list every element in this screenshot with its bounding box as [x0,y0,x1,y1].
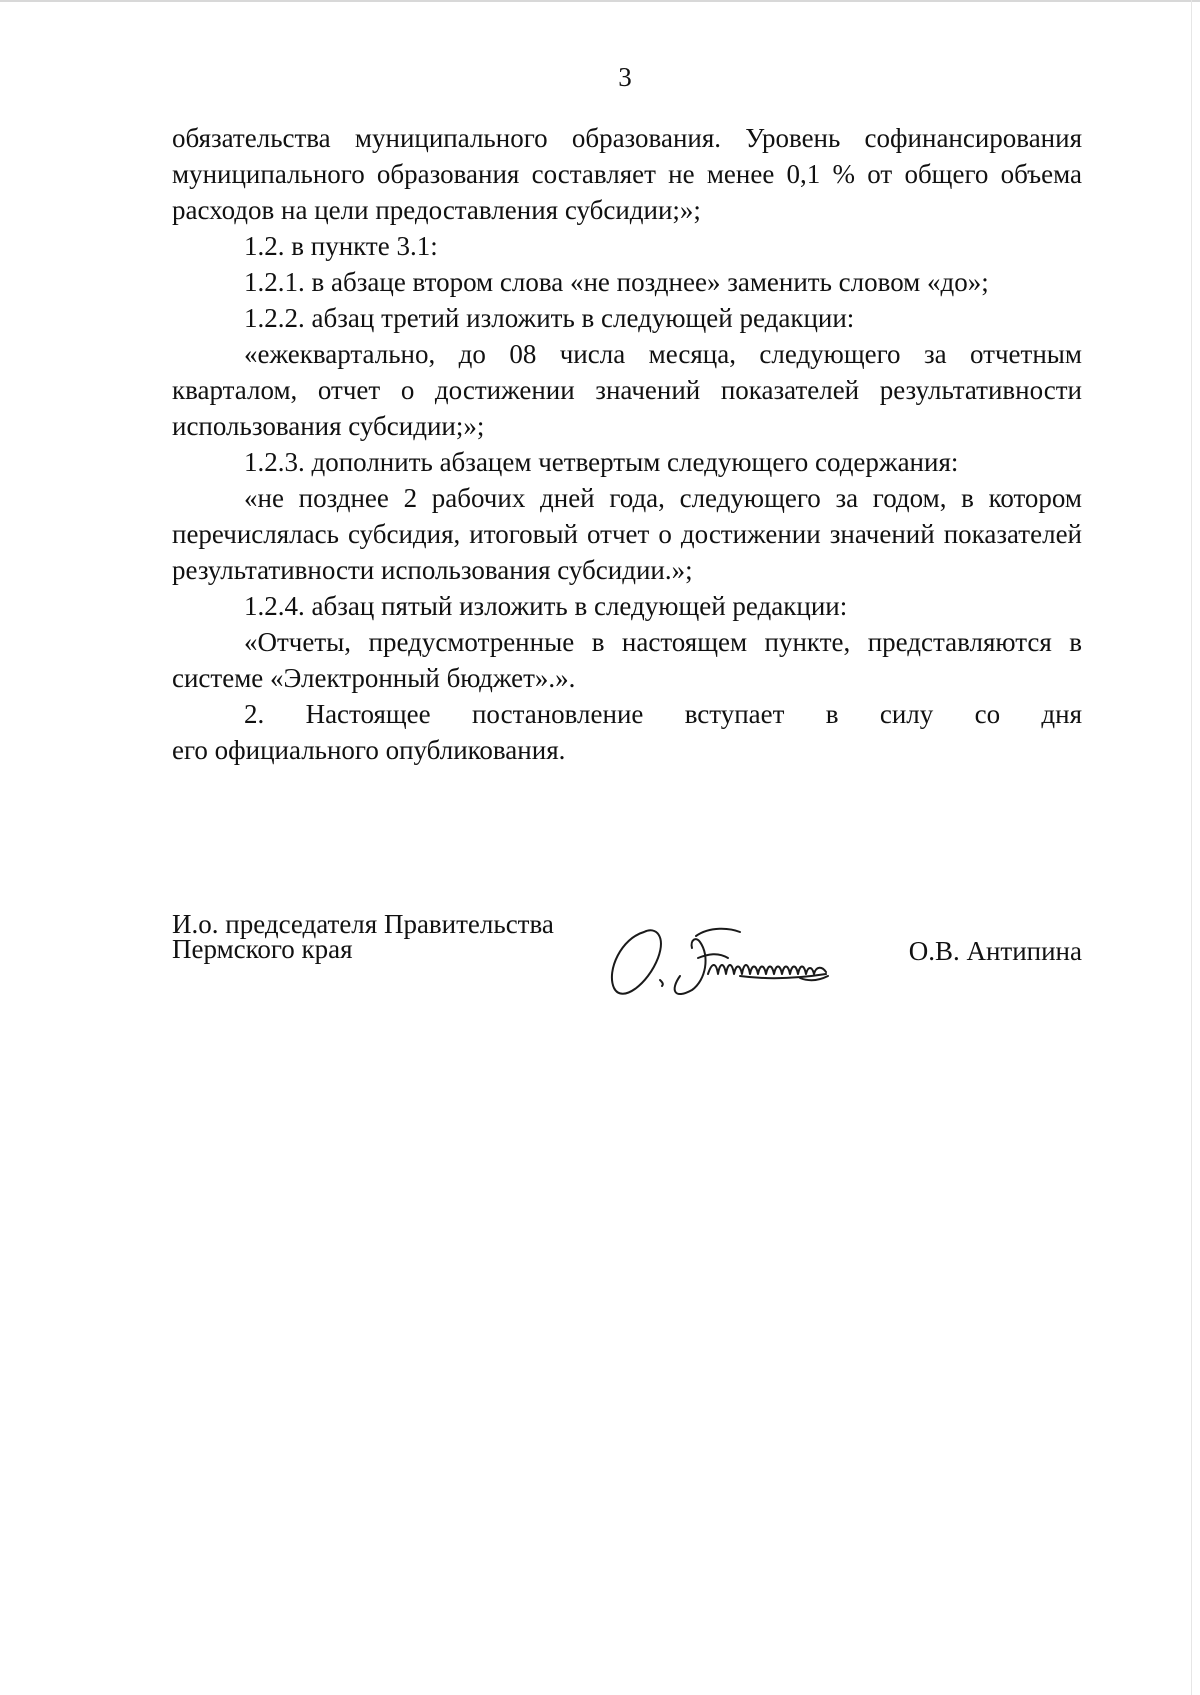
paragraph-item-1-2-3: 1.2.3. дополнить абзацем четвертым следующего содержания: [244,447,959,477]
signatory-title-line2: Пермского края [172,934,353,964]
page-number: 3 [618,62,632,92]
paragraph-electronic-budget: «Отчеты, предусмотренные в настоящем пункте, представляются в системе «Электронный бюджет».». [172,627,1082,693]
paragraph-item-1-2-4: 1.2.4. абзац пятый изложить в следующей редакции: [244,591,848,621]
scan-edge-right [1191,0,1192,1695]
signatory-title [172,909,554,964]
paragraph-final-report: «не позднее 2 рабочих дней года, следующего за годом, в котором перечислялась субсидия, итоговый отчет о достижении значений показателей результативности использования субсидии.»; [172,483,1082,585]
paragraph-obligations: обязательства муниципального образования. Уровень софинансирования муниципального образования составляет не менее 0,1 % от общего объема расходов на цели предоставления субсидии;»; [172,123,1082,225]
scan-edge-top [0,0,1200,2]
paragraph-item-1-2-2: 1.2.2. абзац третий изложить в следующей редакции: [244,303,855,333]
document-body [172,120,1082,768]
signatory-title-line1: И.о. председателя Правительства [172,909,554,939]
paragraph-item-1-2-1: 1.2.1. в абзаце втором слова «не позднее» заменить словом «до»; [244,267,989,297]
paragraph-item-2-line1: 2. Настоящее постановление вступает в силу со дня [244,699,1082,729]
paragraph-item-2-line2: его официального опубликования. [172,735,566,765]
paragraph-item-1-2: 1.2. в пункте 3.1: [244,231,438,261]
handwritten-signature [600,918,920,1008]
paragraph-quarterly-report: «ежеквартально, до 08 числа месяца, следующего за отчетным кварталом, отчет о достижении значений показателей результативности использования субсидии;»; [172,339,1082,441]
signatory-name: О.В. Антипина [908,936,1082,966]
